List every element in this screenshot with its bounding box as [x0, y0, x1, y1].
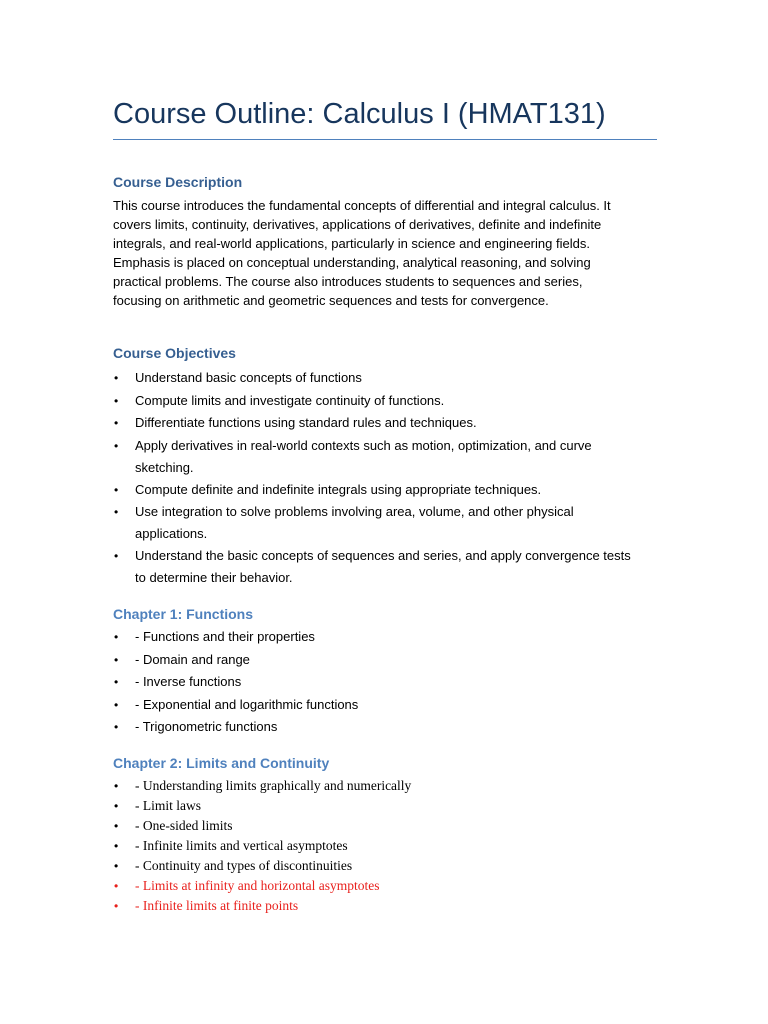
list-item — [113, 435, 658, 479]
bullet-icon: • — [114, 630, 119, 644]
list-item — [113, 390, 658, 413]
bullet-icon: • — [114, 549, 119, 563]
chapter-2-list — [113, 776, 658, 916]
list-item — [113, 501, 658, 545]
bullet-icon: • — [114, 416, 119, 430]
list-item — [113, 545, 658, 589]
bullet-icon: • — [114, 879, 119, 893]
topic-text: - Domain and range — [135, 651, 250, 667]
bullet-icon: • — [114, 482, 119, 497]
description-line: covers limits, continuity, derivatives, applications of derivatives, definite and indefinite — [113, 217, 602, 232]
list-item — [113, 816, 658, 836]
chapter-2-heading: Chapter 2: Limits and Continuity — [113, 755, 330, 771]
topic-text: - Limits at infinity and horizontal asymptotes — [135, 878, 380, 893]
objective-text: Compute definite and indefinite integrals using appropriate techniques. — [135, 481, 542, 497]
list-item — [113, 856, 658, 876]
chapter-1-list — [113, 626, 658, 739]
title-divider — [113, 139, 657, 140]
bullet-icon: • — [114, 675, 119, 689]
list-item — [113, 626, 658, 649]
objective-text-continued: applications. — [135, 526, 208, 541]
objective-text-continued: to determine their behavior. — [135, 570, 293, 585]
topic-text: - Infinite limits and vertical asymptotes — [135, 838, 348, 853]
objective-text-continued: sketching. — [135, 459, 194, 475]
bullet-icon: • — [114, 393, 119, 408]
bullet-icon: • — [114, 819, 119, 833]
bullet-icon: • — [114, 899, 119, 913]
objective-text: Compute limits and investigate continuity of functions. — [135, 392, 445, 408]
list-item — [113, 367, 658, 390]
description-line: focusing on arithmetic and geometric sequences and tests for convergence. — [113, 293, 549, 308]
topic-text: - Infinite limits at finite points — [135, 898, 299, 913]
list-item — [113, 694, 658, 717]
page-title: Course Outline: Calculus I (HMAT131) — [113, 98, 606, 130]
bullet-icon: • — [114, 720, 119, 734]
bullet-icon: • — [114, 652, 119, 667]
bullet-icon: • — [114, 505, 119, 519]
list-item — [113, 479, 658, 502]
bullet-icon: • — [114, 371, 119, 385]
list-item — [113, 671, 658, 694]
description-line: Emphasis is placed on conceptual understanding, analytical reasoning, and solving — [113, 255, 591, 270]
objective-text: Use integration to solve problems involving area, volume, and other physical — [135, 504, 574, 519]
list-item — [113, 412, 658, 435]
list-item — [113, 649, 658, 672]
course-description-paragraph — [113, 196, 658, 310]
description-line: practical problems. The course also introduces students to sequences and series, — [113, 274, 583, 289]
topic-text: - Inverse functions — [135, 674, 242, 689]
topic-text: - One-sided limits — [135, 818, 233, 833]
bullet-icon: • — [114, 859, 119, 873]
bullet-icon: • — [114, 438, 119, 453]
bullet-icon: • — [114, 839, 119, 853]
course-objectives-heading: Course Objectives — [113, 345, 236, 361]
list-item-highlighted — [113, 876, 658, 896]
objective-text: Differentiate functions using standard rules and techniques. — [135, 415, 477, 430]
topic-text: - Understanding limits graphically and numerically — [135, 778, 412, 793]
description-line: This course introduces the fundamental concepts of differential and integral calculus. It — [113, 198, 611, 213]
course-description-heading: Course Description — [113, 174, 243, 190]
topic-text: - Functions and their properties — [135, 629, 315, 644]
list-item — [113, 716, 658, 739]
list-item — [113, 796, 658, 816]
topic-text: - Trigonometric functions — [135, 719, 278, 734]
topic-text: - Exponential and logarithmic functions — [135, 696, 359, 712]
course-objectives-list — [113, 367, 658, 589]
topic-text: - Limit laws — [135, 798, 201, 813]
list-item-highlighted — [113, 896, 658, 916]
objective-text: Understand basic concepts of functions — [135, 370, 362, 385]
chapter-1-heading: Chapter 1: Functions — [113, 606, 254, 622]
objective-text: Understand the basic concepts of sequences and series, and apply convergence tests — [135, 548, 631, 563]
bullet-icon: • — [114, 779, 119, 793]
topic-text: - Continuity and types of discontinuities — [135, 858, 353, 873]
list-item — [113, 836, 658, 856]
list-item — [113, 776, 658, 796]
objective-text: Apply derivatives in real-world contexts such as motion, optimization, and curve — [135, 437, 592, 453]
bullet-icon: • — [114, 799, 119, 813]
description-line: integrals, and real-world applications, particularly in science and engineering fields. — [113, 236, 590, 251]
bullet-icon: • — [114, 697, 119, 712]
